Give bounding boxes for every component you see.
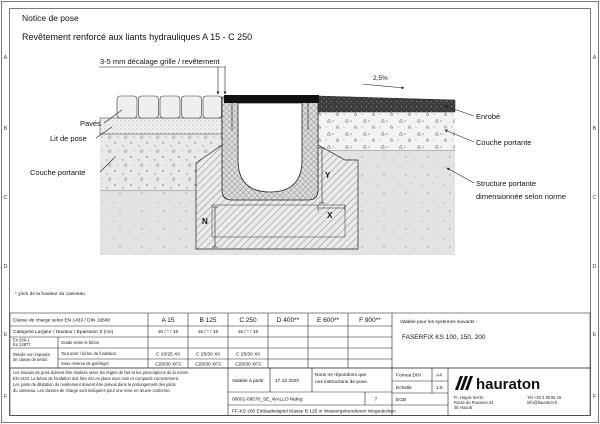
paver-block: [139, 96, 159, 118]
cross-section-drawing: [30, 57, 566, 255]
row-sublabel: Tout acier / béton de fondation: [61, 351, 117, 356]
load-class-cell: B 125: [199, 317, 217, 324]
dimension-y-label: Y: [325, 171, 331, 180]
frame-marker: E: [592, 332, 597, 338]
concrete-class-cell: C 25/30 X0: [235, 352, 261, 358]
load-class-cell: A 15: [161, 317, 175, 324]
address-line: Fr. Hayek Sects: [454, 395, 483, 400]
frame-marker: E: [3, 332, 8, 338]
dimensions-label: Catégorie Largeur / Hauteur / Épaisseur Z (cm): [13, 330, 114, 335]
disclaimer: nos instructions de pose.: [315, 380, 369, 385]
dimensions-cell: 15 / * / 10: [237, 330, 259, 335]
concrete-class-label: Détails non imposés: [13, 352, 50, 357]
standard-label: En 13877: [13, 342, 31, 347]
format-value: A4: [436, 373, 442, 379]
drawn-by: EGB: [396, 398, 407, 403]
title-block: [10, 368, 590, 416]
structure-label-note: dimensionnée selon norme: [476, 192, 567, 201]
paver-block: [117, 96, 137, 118]
logo-mark-icon: [455, 376, 473, 390]
frame-marker: B: [592, 126, 597, 132]
address-line: Route de Rousses 24: [454, 400, 494, 405]
dimension-n-label: N: [202, 217, 208, 226]
frame-marker: A: [592, 55, 597, 61]
asphalt-layer: [318, 96, 455, 112]
footnote: * y/x/n de la hauteur du caniveau: [15, 292, 85, 297]
drawing-code: 00001-09570_SE_WALLO Nideg: [232, 397, 303, 403]
contact-line: Tél +33 4 35 65 15: [527, 395, 562, 400]
standard-note: Grade selon le béton: [61, 340, 100, 345]
concrete-class-cell: C25/30 XF3: [155, 362, 181, 368]
dimension-x-label: X: [327, 211, 333, 220]
bedding-layer: [100, 118, 222, 134]
frame-row-markers-left: [4, 55, 8, 400]
standard-label: En 206-1: [13, 337, 30, 343]
base-layer-right: [318, 112, 455, 150]
load-class-cell: C 250: [239, 317, 257, 324]
dimensions-cell: 15 / * / 10: [197, 330, 219, 335]
document-subtitle: Revêtement renforcé aux liants hydrauliques A 15 - C 250: [22, 32, 253, 42]
load-class-cell: E 600**: [316, 317, 340, 324]
systems-list: FASERFIX KS 100, 150, 200: [402, 334, 486, 341]
slope-label: 2,5%: [373, 75, 388, 82]
document-title: Notice de pose: [22, 13, 79, 23]
load-class-cell: D 400**: [276, 317, 300, 324]
offset-label: 3-5 mm décalage grille / revêtement: [100, 57, 220, 66]
channel-flow-section: [238, 103, 302, 192]
channel-grate: [224, 95, 319, 103]
structure-label: Structure portante: [476, 179, 537, 188]
concrete-class-cell: C 25/30 X0: [195, 352, 221, 358]
hauraton-logo: [455, 376, 540, 393]
concrete-class-cell: C25/30 XF3: [195, 362, 221, 368]
revision: 7: [374, 397, 378, 403]
scale-value: 1:5: [436, 386, 443, 391]
installation-note: EN 1433. Le béton de fondation doit être mis en place avec soin et compacté correctement.: [13, 376, 179, 381]
concrete-class-label: de classe de béton: [13, 357, 48, 362]
concrete-class-cell: C 20/25 X0: [155, 352, 181, 358]
valid-from-date: 17.10.2020: [275, 379, 300, 384]
installation-note: Les travaux de pose doivent être réalisés selon les règles de l'art et les prescriptions de la norme: [13, 370, 189, 375]
frame-marker: A: [3, 55, 8, 61]
contact-line: info@hauraton.fr: [527, 400, 558, 405]
concrete-class-cell: C25/30 XF3: [235, 362, 261, 368]
paver-block: [182, 96, 202, 118]
paver-block: [160, 96, 180, 118]
pavers-label: Pavés: [80, 119, 101, 128]
dimensions-cell: 10 / * / 10: [157, 330, 179, 335]
load-class-cell: F 900**: [359, 317, 381, 324]
frame-marker: C: [3, 195, 8, 201]
frame-marker: D: [592, 264, 597, 270]
installation-note: Les joints de dilatation du revêtement doivent être prévus dans le prolongement des joints: [13, 382, 176, 387]
installation-note: du caniveau. Les classes de charge sont indiquées pour une mise en œuvre conforme.: [13, 388, 171, 393]
frame-marker: D: [3, 264, 8, 270]
row-sublabel: Sous réserve de gel/dégel: [61, 361, 109, 366]
frame-marker: F: [592, 394, 597, 400]
pavers: [117, 96, 222, 118]
load-class-table: [10, 313, 590, 368]
frame-row-markers-right: [593, 55, 597, 400]
frame-marker: F: [3, 394, 8, 400]
frame-marker: B: [3, 126, 8, 132]
asphalt-label: Enrobé: [476, 112, 501, 121]
paver-block: [203, 96, 222, 118]
disclaimer: Nous ne répondons que: [315, 373, 367, 378]
brand-name: hauraton: [476, 376, 541, 393]
load-class-header: Classe de charge selon EN 1433 / DIN 19580: [13, 318, 111, 324]
format-label: Format DIN: [396, 373, 421, 379]
address-line: 48 Hourat: [454, 405, 472, 410]
drawing-description: FF-KS 200 Einbaubeispiel Klasse B 125 in Wassergebundenen Wegedecken: [232, 409, 396, 415]
slope-arrow: [362, 84, 404, 88]
valid-from-label: Valable à partir: [232, 379, 264, 384]
frame-marker: C: [592, 195, 597, 201]
scale-label: Echelle: [396, 386, 412, 391]
base-left-label: Couche portante: [30, 168, 86, 177]
systems-label: Valable pour les systèmes suivants :: [400, 320, 478, 325]
base-right-label: Couche portante: [476, 138, 532, 147]
bedding-label: Lit de pose: [50, 134, 87, 143]
